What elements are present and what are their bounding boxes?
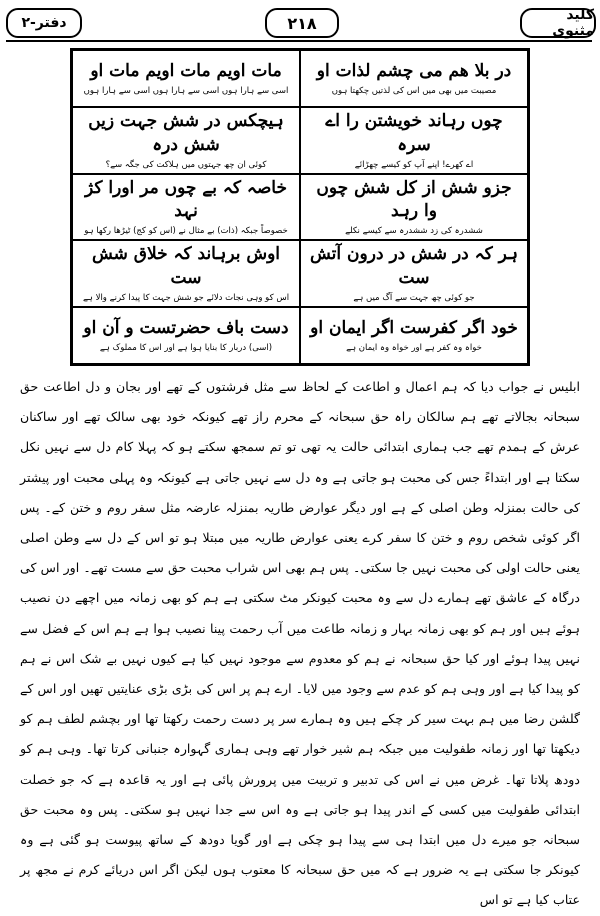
commentary-text: [20, 372, 580, 916]
couplet-cell: [300, 307, 528, 364]
verse-text: دست باف حضرتست و آن او: [83, 318, 289, 339]
gloss-text: خصوصاً جبکہ (ذات) بے مثال نے (اس کو کج) ٹیڑھا رکھا ہو: [84, 226, 288, 237]
gloss-text: (اسی) دربار کا بنایا ہوا ہے اور اس کا مملوک ہے: [99, 342, 273, 353]
volume-label: دفتر-۲: [6, 8, 82, 38]
gloss-text: کوئی ان چھ جہتوں میں ہلاکت کی جگہ سے؟: [105, 159, 267, 170]
couplet-cell: [300, 107, 528, 174]
gloss-text: مصیبت میں بھی میں اس کی لذتیں چکھتا ہوں: [331, 85, 497, 96]
book-title-tab: کلید مثنوی: [520, 8, 596, 38]
couplet-cell: [72, 240, 300, 307]
gloss-text: خواہ وہ کفر ہے اور خواہ وہ ایمان ہے: [346, 342, 482, 353]
verse-text: چوں رہاند خویشتن را اے سرہ: [325, 111, 503, 155]
couplet-cell: [72, 307, 300, 364]
header-rule: [6, 40, 592, 42]
verse-text: جزو شش از کل شش چوں وا رہد: [316, 177, 512, 222]
verse-text: خاصہ کہ بے چوں مر اورا کژ نہد: [85, 177, 287, 222]
gloss-text: اسی سے ہارا ہوں اسی سے ہارا ہوں اسی سے ہارا ہوں: [83, 85, 289, 96]
couplet-cell: [72, 50, 300, 107]
verse-text: اوش برہاند کہ خلاق شش ست: [91, 244, 281, 289]
gloss-text: اے کھرے! اپنے آپ کو کیسے چھڑائے: [354, 159, 474, 170]
gloss-text: اس کو وہی نجات دلائے جو شش جہت کا پیدا کرنے والا ہے: [82, 292, 290, 303]
page-number: ۲۱۸: [265, 8, 339, 38]
page-header: [0, 6, 600, 42]
couplet-cell: [300, 240, 528, 307]
couplet-table: [70, 48, 530, 366]
couplet-cell: [72, 174, 300, 241]
paragraph: ابلیس نے جواب دیا کہ ہم اعمال و اطاعت کے لحاظ سے مثل فرشتوں کے تھے اور بجان و دل اطاعت حق سبحانہ بجالاتے تھے ہم سالکان راہ حق سبحانہ کے محرم راز تھے کیونکہ خود بھی سالک تھے اور ساکنان عرش کے ہمدم تھے جب ہماری ابتدائی حالت یہ تھی تو تم سمجھ سکتے ہو کہ پہلا کام دل سے نہیں نکل سکتا ہے اور ابتداءً جس کی محبت ہو جاتی ہے وہ دل سے نہیں جاتی ہے کیونکہ وہ پہلی محبت اور پیشتر کی حالت بمنزلہ وطن اصلی کے ہے اور دیگر عوارض طاریہ بمنزلہ عارضہ مثل سفر روم و ختن کے۔ پس اگر کوئی شخص روم و ختن کا سفر کرے یعنی عوارض طاریہ میں مبتلا ہو تو اس کے دل سے وطن اصلی یعنی حالت اولی کی محبت نہیں جا سکتی۔ پس ہم بھی اس شراب محبت حق سے مست تھے۔ اور اس کی درگاہ کے عاشق تھے ہمارے دل سے وہ محبت کیونکر مٹ سکتی ہے ہم کو بھی زمانہ میں اچھے دن نصیب ہوئے ہیں اور ہم کو بھی زمانہ بہار و زمانہ طاعت میں آب رحمت پینا نصیب ہوا ہے ہم اس کے فضل سے نہیں پیدا ہوئے اور کیا حق سبحانہ نے ہم کو معدوم سے موجود نہیں کیا ہے کیوں نہیں بے شک اس نے ہم کو پیدا کیا ہے اور وہی ہم کو عدم سے وجود میں لایا۔ ارے ہم پر اس کی بڑی بڑی عنایتیں تھیں اور اس کے گلشن رضا میں ہم بہت سیر کر چکے ہیں وہ ہمارے سر پر دست رحمت رکھتا تھا اور بچشم لطف ہم کو دیکھتا تھا اور زمانہ طفولیت میں جبکہ ہم شیر خوار تھے وہی ہماری گہوارہ جنبانی کرتا تھا۔ وہی ہم کو دودھ پلاتا تھا۔ غرض میں نے اس کی تدبیر و تربیت میں پرورش پائی ہے اور یہ قاعدہ ہے کہ جو خصلت ابتدائی طفولیت میں کسی کے اندر پیدا ہو جاتی ہے وہ اس سے جدا نہیں ہو سکتی۔ پس وہ محبت حق سبحانہ جو میرے دل میں ابتدا ہی سے پیدا ہو چکی ہے اور گویا دودھ کے ساتھ پیوست ہو گئی ہے وہ کیونکر جا سکتی ہے یہ ضرور ہے کہ میں حق سبحانہ کا معتوب ہوں لیکن اگر اس دریائے کرم نے مجھ پر عتاب کیا ہے تو اس: [20, 379, 580, 908]
gloss-text: ششدرہ کی زد ششدرہ سے کیسے نکلے: [345, 226, 483, 237]
couplet-cell: [300, 50, 528, 107]
couplet-cell: [72, 107, 300, 174]
gloss-text: جو کوئی چھ جہت سے آگ میں ہے: [353, 292, 475, 303]
verse-text: ہیچکس در شش جہت زیں شش درہ: [88, 111, 284, 155]
verse-text: در بلا هم می چشم لذات او: [316, 61, 512, 82]
verse-text: مات اویم مات اویم مات او: [90, 61, 282, 82]
verse-text: خود اگر کفرست اگر ایمان او: [310, 318, 518, 339]
verse-text: ہر کہ در شش در درون آتش ست: [310, 244, 518, 289]
couplet-cell: [300, 174, 528, 241]
